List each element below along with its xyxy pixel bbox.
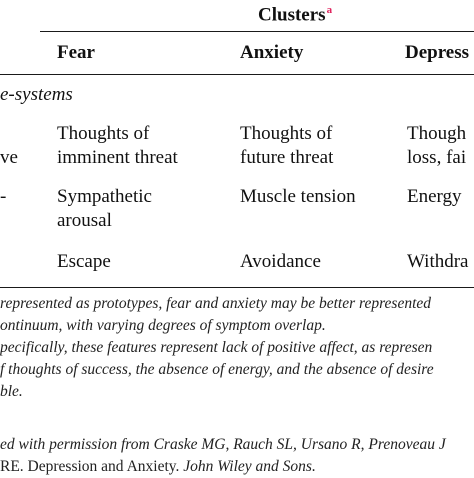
note-line: ontinuum, with varying degrees of symptom overlap. bbox=[0, 317, 326, 334]
source-line-1: ed with permission from Craske MG, Rauch SL, Ursano R, Prenoveau J bbox=[0, 436, 446, 453]
column-header-anxiety: Anxiety bbox=[240, 42, 304, 63]
table-bottom-rule bbox=[0, 287, 474, 288]
note-line: ble. bbox=[0, 383, 23, 400]
clusters-header bbox=[258, 4, 332, 26]
row-3-fear-cell bbox=[57, 250, 111, 274]
row-1-anxiety-cell bbox=[240, 122, 333, 170]
row-1-stub: ve bbox=[0, 147, 18, 168]
cell-line: Muscle tension bbox=[240, 186, 356, 207]
row-3-depression-cell bbox=[407, 250, 469, 274]
row-1-depression-cell bbox=[407, 122, 466, 170]
column-header-rule bbox=[0, 74, 474, 75]
cell-line: Thoughts of bbox=[57, 123, 150, 144]
cell-line: Escape bbox=[57, 251, 111, 272]
section-label: e-systems bbox=[0, 84, 73, 105]
cell-line: Avoidance bbox=[240, 251, 321, 272]
column-header-depression: Depress bbox=[405, 42, 470, 63]
clusters-footnote-mark: a bbox=[326, 4, 333, 16]
source-line-2-prefix: RE. Depression and Anxiety. bbox=[0, 458, 184, 475]
source-note bbox=[0, 434, 446, 478]
row-2-anxiety-cell bbox=[240, 185, 356, 209]
header-rule bbox=[40, 31, 474, 32]
column-header-fear: Fear bbox=[57, 42, 95, 63]
cell-line: Thoughts of bbox=[240, 123, 333, 144]
cell-line: Withdra bbox=[407, 251, 469, 272]
note-line: represented as prototypes, fear and anxiety may be better represented bbox=[0, 295, 432, 312]
cell-line: loss, fai bbox=[407, 147, 467, 168]
cell-line: Sympathetic bbox=[57, 186, 152, 207]
row-1-fear-cell bbox=[57, 122, 178, 170]
cell-line: arousal bbox=[57, 210, 112, 231]
cell-line: future threat bbox=[240, 147, 334, 168]
row-3-anxiety-cell bbox=[240, 250, 321, 274]
cell-line: Energy bbox=[407, 186, 462, 207]
source-line-2 bbox=[0, 456, 446, 478]
table-notes bbox=[0, 293, 434, 403]
source-publisher: John Wiley and Sons. bbox=[183, 458, 316, 475]
cell-line: Though bbox=[407, 123, 467, 144]
row-2-fear-cell bbox=[57, 185, 152, 233]
note-line: pecifically, these features represent lack of positive affect, as represen bbox=[0, 339, 433, 356]
cell-line: imminent threat bbox=[57, 147, 178, 168]
note-line: f thoughts of success, the absence of energy, and the absence of desire bbox=[0, 361, 434, 378]
clusters-label: Clusters bbox=[258, 4, 326, 26]
row-2-depression-cell bbox=[407, 185, 462, 209]
row-2-stub: - bbox=[0, 186, 7, 207]
